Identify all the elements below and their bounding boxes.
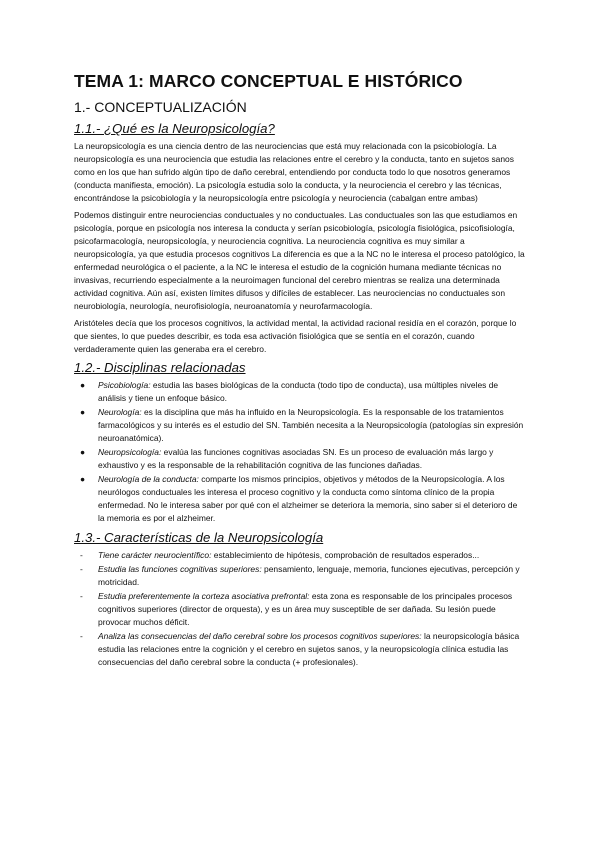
list-item (80, 549, 526, 562)
list-item-term: Psicobiología: (98, 380, 151, 390)
subsection-heading-que-es: 1.1.- ¿Qué es la Neuropsicología? (74, 121, 275, 136)
paragraph: Aristóteles decía que los procesos cognitivos, la actividad mental, la actividad racional residía en el corazón, porque lo que sientes, lo que puedes describir, es toda esa activación fisiológica que se sentía en el corazón, cuando verdaderamente quien las generaba era el cerebro. (74, 318, 517, 354)
list-item-term: Analiza las consecuencias del daño cerebral sobre los procesos cognitivos superiores: (98, 631, 422, 641)
subsection-heading-caracteristicas: 1.3.- Características de la Neuropsicología (74, 530, 324, 545)
list-item-term: Estudia preferentemente la corteza asociativa prefrontal: (98, 591, 310, 601)
list-item (80, 446, 526, 472)
dash-icon: - (80, 564, 83, 574)
list-item (80, 590, 526, 629)
document-page (74, 70, 526, 673)
bullet-icon: ● (80, 447, 86, 457)
list-item (80, 473, 526, 525)
paragraph: Podemos distinguir entre neurociencias conductuales y no conductuales. Las conductuales son las que estudiamos en psicología, porque en psicología nos interesa la conducta y serían psicobiología, psicología fisiológica, psicofisiología, psicofarmacología, neuropsicología, y neurociencia cognitiva. La neurociencia cognitiva es muy similar a neuropsicología, ya que estudia procesos cognitivos La diferencia es que a la NC no le interesa el proceso patológico, la enfermedad neurológica o el paciente, a la NC le interesa el estudio de la cognición humana mediante técnicas no invasivas, recurriendo especialmente a la neuroimagen funcional del cerebro mientras se realiza una determinada actividad cognitiva. Aún así, existen límites difusos y difíciles de establecer. Las neurociencias no conductuales son neurobiología, neurología, neurofisiología, neuroanatomía y neurofarmacología. (74, 210, 525, 311)
list-item-term: Neurología: (98, 407, 142, 417)
caracteristicas-list (74, 549, 526, 669)
list-item-text: estudia las bases biológicas de la conducta (todo tipo de conducta), usa múltiples niveles de análisis y tiene un enfoque básico. (98, 380, 499, 403)
list-item-term: Tiene carácter neurocientífico: (98, 550, 212, 560)
list-item-text: pensamiento, lenguaje, memoria, funciones ejecutivas, percepción y motricidad. (98, 564, 520, 587)
dash-icon: - (80, 631, 83, 641)
list-item-text: es la disciplina que más ha influido en la Neuropsicología. Es la responsable de los tratamientos farmacológicos y su interés es el estudio del SN. También necesita a la Neuropsicología (patologías sin expresión neuroanatómica). (98, 407, 524, 443)
list-item (80, 630, 526, 669)
document-title: TEMA 1: MARCO CONCEPTUAL E HISTÓRICO (74, 71, 463, 91)
list-item-text: esta zona es responsable de los principales procesos cognitivos superiores (director de orquesta), y es un área muy susceptible de ser dañada. Su lesión puede provocar muchos déficit. (98, 591, 513, 627)
dash-icon: - (80, 550, 83, 560)
dash-icon: - (80, 591, 83, 601)
bullet-icon: ● (80, 407, 86, 417)
section-heading-conceptualizacion: 1.- CONCEPTUALIZACIÓN (74, 99, 247, 115)
list-item (80, 379, 526, 405)
list-item-text: evalúa las funciones cognitivas asociadas SN. Es un proceso de evaluación más largo y exhaustivo y es la responsable de la rehabilitación cognitiva de las funciones dañadas. (98, 447, 494, 470)
list-item-text: establecimiento de hipótesis, comprobación de resultados esperados... (211, 550, 480, 560)
list-item-text: la neuropsicología básica estudia las relaciones entre la cognición y el cerebro en sujetos sanos, y la neuropsicología clínica estudia las consecuencias del daño cerebral sobre la conducta (+ profesionales). (98, 631, 520, 667)
list-item (80, 563, 526, 589)
subsection-heading-disciplinas: 1.2.- Disciplinas relacionadas (74, 360, 246, 375)
list-item-term: Neurología de la conducta: (98, 474, 199, 484)
list-item-term: Neuropsicología: (98, 447, 162, 457)
disciplinas-list (74, 379, 526, 525)
bullet-icon: ● (80, 474, 86, 484)
bullet-icon: ● (80, 380, 86, 390)
list-item-text: comparte los mismos principios, objetivos y métodos de la Neuropsicología. A los neurólogos conductuales les interesa el proceso cognitivo y la conducta como síntoma clínico de la propia enfermedad. No le interesa saber por qué con el alzheimer se deteriora la memoria, sino saber si el deterioro de la memoria es por el alzheimer. (98, 474, 518, 523)
list-item-term: Estudia las funciones cognitivas superiores: (98, 564, 262, 574)
paragraph: La neuropsicología es una ciencia dentro de las neurociencias que está muy relacionada con la psicobiología. La neuropsicología es una neurociencia que estudia las relaciones entre el cerebro y la conducta, tanto en sujetos sanos como en los que han sufrido algún tipo de daño cerebral, entendiendo por conducta todo lo que nosotros generamos (conducta manifiesta, emoción). La psicología estudia solo la conducta, y la neurociencia el cerebro y las técnicas, encontrándose la psicobiología y la neuropsicología entre psicología y neurociencia (cabalgan entre ambas) (74, 141, 514, 203)
list-item (80, 406, 526, 445)
